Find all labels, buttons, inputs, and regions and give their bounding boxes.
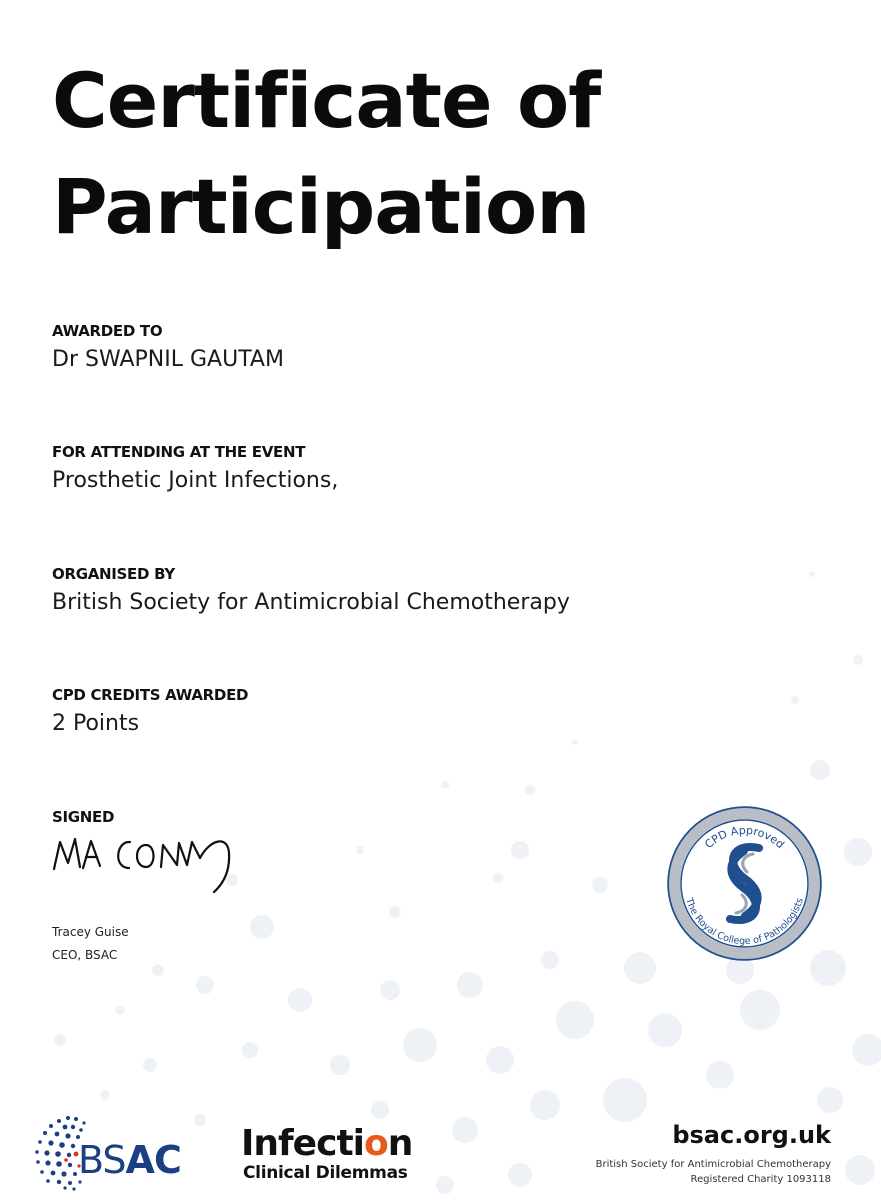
charity-number: Registered Charity 1093118	[690, 1174, 831, 1185]
icd-logo-line2: Clinical Dilemmas	[243, 1163, 408, 1183]
icd-logo-line1: Infection	[241, 1123, 413, 1164]
org-full-name: British Society for Antimicrobial Chemotherapy	[595, 1159, 831, 1170]
title-line-2: Participation	[52, 162, 590, 251]
signer-name: Tracey Guise	[52, 925, 129, 939]
recipient-name: Dr SWAPNIL GAUTAM	[52, 347, 284, 372]
event-section	[52, 443, 338, 493]
signed-label: SIGNED	[52, 808, 115, 826]
bsac-logo-ac: AC	[125, 1138, 181, 1182]
event-name: Prosthetic Joint Infections,	[52, 468, 339, 493]
field-label: AWARDED TO	[52, 322, 163, 340]
organiser-section	[52, 565, 570, 615]
cpd-credits-value: 2 Points	[52, 711, 140, 736]
seal-top-text: CPD Approved	[702, 823, 787, 852]
cpd-credits-section	[52, 686, 248, 736]
website-link[interactable]: bsac.org.uk	[672, 1121, 831, 1149]
bsac-logo-bs: BS	[78, 1138, 126, 1182]
signer-block	[52, 921, 129, 967]
page-title	[52, 48, 600, 260]
cpd-approved-seal	[667, 806, 822, 961]
field-label: CPD CREDITS AWARDED	[52, 686, 249, 704]
field-label: ORGANISED BY	[52, 565, 175, 583]
infection-clinical-dilemmas-logo	[241, 1125, 412, 1183]
signature-image	[50, 825, 240, 897]
signer-role: CEO, BSAC	[52, 948, 118, 962]
organiser-name: British Society for Antimicrobial Chemotherapy	[52, 590, 570, 615]
svg-text:BSAC	[78, 1138, 181, 1182]
seal-bottom-text: The Royal College of Pathologists	[683, 896, 806, 948]
footer-org-info	[596, 1121, 831, 1187]
title-line-1: Certificate of	[52, 56, 601, 145]
field-label: FOR ATTENDING AT THE EVENT	[52, 443, 306, 461]
awarded-to-section	[52, 322, 284, 372]
bsac-logo	[32, 1112, 192, 1192]
